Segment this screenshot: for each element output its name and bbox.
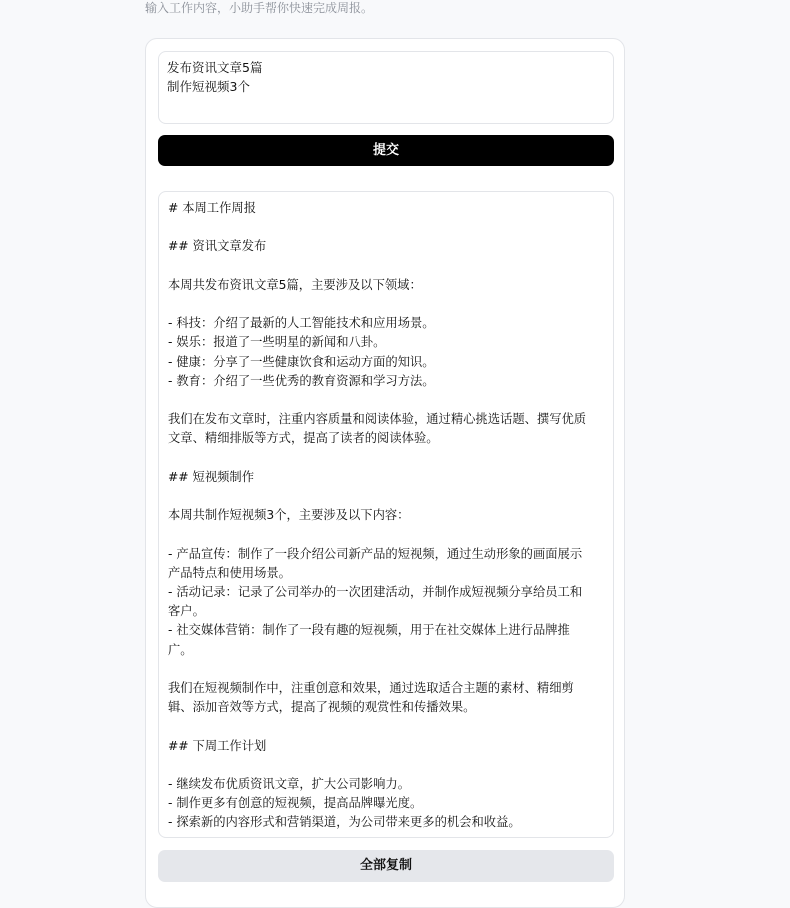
report-line: [168, 257, 604, 276]
report-line: ## 下周工作计划: [168, 738, 267, 753]
report-line: - 科技：介绍了最新的人工智能技术和应用场景。: [168, 316, 435, 331]
submit-button[interactable]: 提交: [158, 135, 614, 166]
report-line: 产品特点和使用场景。: [168, 565, 291, 580]
report-line: ## 短视频制作: [168, 469, 255, 484]
report-line: [168, 449, 604, 468]
report-line: - 教育：介绍了一些优秀的教育资源和学习方法。: [168, 373, 435, 388]
report-line: # 本周工作周报: [168, 201, 256, 215]
report-line: - 娱乐：报道了一些明星的新闻和八卦。: [168, 335, 386, 350]
report-line: [168, 218, 604, 237]
copy-all-button[interactable]: 全部复制: [158, 850, 614, 882]
report-line: 本周共制作短视频3个，主要涉及以下内容：: [168, 508, 410, 523]
report-line: 文章、精细排版等方式，提高了读者的阅读体验。: [168, 431, 439, 446]
report-line: 本周共发布资讯文章5篇，主要涉及以下领域：: [168, 277, 422, 292]
report-line: [168, 295, 604, 314]
report-line: 广。: [168, 642, 193, 657]
report-line: 我们在发布文章时，注重内容质量和阅读体验，通过精心挑选话题、撰写优质: [168, 412, 587, 427]
report-line: [168, 756, 604, 775]
report-line: - 制作更多有创意的短视频，提高品牌曝光度。: [168, 796, 423, 811]
report-line: 我们在短视频制作中，注重创意和效果，通过选取适合主题的素材、精细剪: [168, 680, 574, 695]
report-line: [168, 525, 604, 544]
report-line: - 继续发布优质资讯文章，扩大公司影响力。: [168, 776, 410, 791]
report-line: - 产品宣传：制作了一段介绍公司新产品的短视频，通过生动形象的画面展示: [168, 546, 583, 561]
report-line: 客户。: [168, 604, 205, 619]
report-output[interactable]: [158, 191, 614, 838]
page-hint: 输入工作内容，小助手帮你快速完成周报。: [145, 1, 374, 15]
report-line: [168, 487, 604, 506]
report-line: - 社交媒体营销：制作了一段有趣的短视频，用于在社交媒体上进行品牌推: [168, 623, 570, 638]
report-line: [168, 717, 604, 736]
report-card: [145, 38, 625, 908]
report-line: [168, 660, 604, 679]
report-line: - 活动记录：记录了公司举办的一次团建活动，并制作成短视频分享给员工和: [168, 584, 583, 599]
report-line: - 健康：分享了一些健康饮食和运动方面的知识。: [168, 354, 435, 369]
report-line: ## 资讯文章发布: [168, 239, 267, 254]
report-line: [168, 391, 604, 410]
report-line: - 探索新的内容形式和营销渠道，为公司带来更多的机会和收益。: [168, 815, 521, 830]
work-content-input[interactable]: 发布资讯文章5篇 制作短视频3个: [158, 51, 614, 124]
report-line: 辑、添加音效等方式，提高了视频的观赏性和传播效果。: [168, 700, 476, 715]
